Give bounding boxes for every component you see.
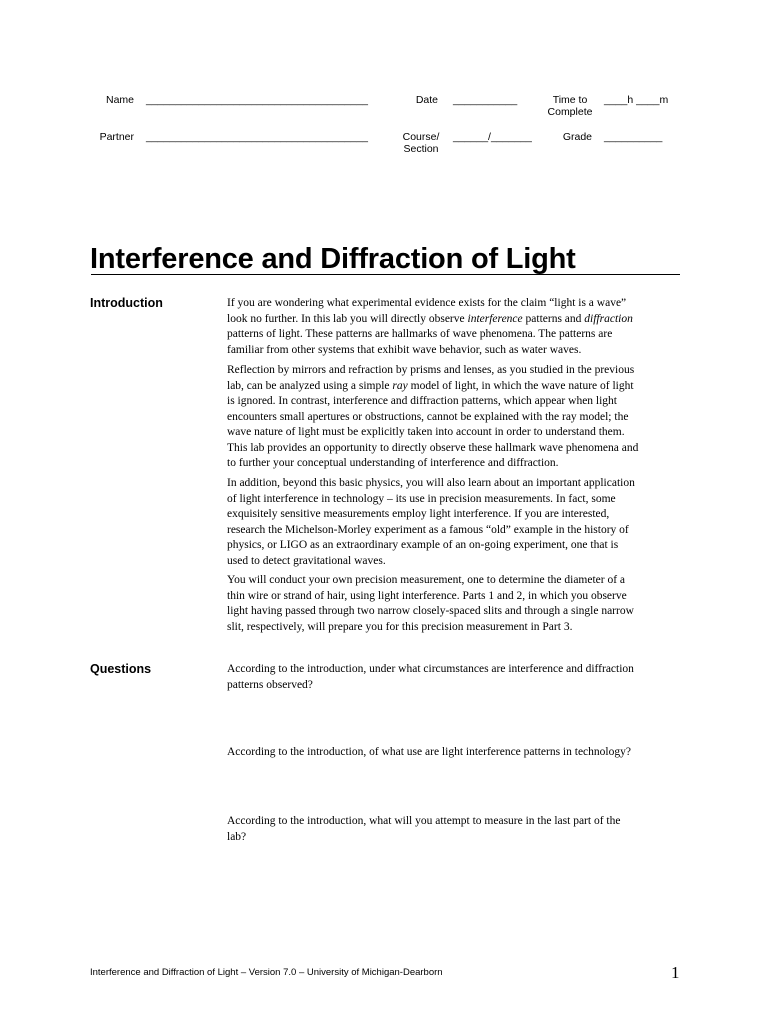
intro-p3-line: used to detect gravitational waves. — [227, 554, 386, 567]
intro-p2-line: wave nature of light must be explicitly taken into account in order to understand them. — [227, 426, 625, 438]
partner-label: Partner — [99, 131, 134, 143]
intro-p3-line: research the Michelson-Morley experiment as a famous “old” example in the history of — [227, 523, 629, 536]
grade-field[interactable]: __________ — [604, 131, 663, 143]
intro-p3-line: physics, or LIGO as an extraordinary example of an on-going experiment, one that is — [227, 539, 619, 551]
intro-p1-line: If you are wondering what experimental evidence exists for the claim “light is a wave” — [227, 297, 627, 309]
intro-p3-line: of light interference in technology – its use in precision measurements. In fact, some — [227, 492, 616, 505]
question-2-line: According to the introduction, of what use are light interference patterns in technology? — [227, 746, 631, 758]
course-label-line2: Section — [403, 143, 439, 155]
intro-p2-line: This lab provides an opportunity to directly observe these hallmark wave phenomena and — [227, 441, 639, 454]
footer-text: Interference and Diffraction of Light – Version 7.0 – University of Michigan-Dearborn — [90, 967, 443, 978]
question-3-line: lab? — [227, 830, 247, 843]
course-field[interactable]: ______/_______ — [453, 131, 532, 143]
intro-paragraph-1 — [227, 296, 682, 358]
intro-p4-line: light having passed through two narrow closely-spaced slits and through a single narrow — [227, 605, 634, 617]
date-label: Date — [415, 94, 438, 106]
question-3-line: According to the introduction, what will you attempt to measure in the last part of the — [227, 815, 621, 827]
time-label-line1: Time to — [552, 94, 588, 106]
intro-p3-line: In addition, beyond this basic physics, you will also learn about an important application — [227, 477, 635, 489]
page-title: Interference and Diffraction of Light — [90, 243, 576, 275]
time-field[interactable]: ____h ____m — [604, 94, 669, 106]
question-2 — [227, 745, 682, 761]
intro-p2-line: is ignored. In contrast, interference and diffraction patterns, which appear when light — [227, 395, 618, 407]
intro-paragraph-4 — [227, 573, 682, 635]
name-label: Name — [105, 94, 134, 106]
question-1-line: According to the introduction, under what circumstances are interference and diffraction — [227, 663, 634, 675]
time-label-line2: Complete — [547, 106, 593, 118]
intro-p2-line: to further your conceptual understanding of interference and diffraction. — [227, 457, 559, 469]
name-field[interactable]: ______________________________________ — [146, 94, 368, 106]
intro-p1-line: look no further. In this lab you will directly observe interference patterns and diffraction — [227, 312, 633, 325]
intro-p3-line: exquisitely sensitive measurements employ light interference. If you are interested, — [227, 508, 610, 520]
intro-p4-line: You will conduct your own precision measurement, one to determine the diameter of a — [227, 574, 626, 586]
intro-p2-line: Reflection by mirrors and refraction by prisms and lenses, as you studied in the previous — [227, 364, 635, 376]
intro-p2-line: encounters small apertures or obstructions, cannot be explained with the ray model; the — [227, 410, 629, 423]
course-label-line1: Course/ — [402, 131, 440, 143]
question-3 — [227, 814, 682, 845]
date-field[interactable]: ___________ — [453, 94, 518, 106]
title-underline — [91, 274, 680, 275]
intro-p2-line: lab, can be analyzed using a simple ray model of light, in which the wave nature of light — [227, 379, 634, 392]
intro-p4-line: slit, respectively, will prepare you for this precision measurement in Part 3. — [227, 620, 573, 633]
partner-field[interactable]: ______________________________________ — [146, 131, 368, 143]
grade-label: Grade — [562, 131, 592, 143]
intro-paragraph-2 — [227, 363, 682, 472]
intro-paragraph-3 — [227, 476, 682, 569]
question-1 — [227, 662, 682, 693]
question-1-line: patterns observed? — [227, 678, 313, 691]
introduction-heading: Introduction — [90, 296, 163, 310]
intro-p1-line: patterns of light. These patterns are hallmarks of wave phenomena. The patterns are — [227, 328, 613, 340]
questions-heading: Questions — [90, 662, 152, 676]
intro-p1-line: familiar from other systems that exhibit wave behavior, such as water waves. — [227, 343, 582, 356]
intro-p4-line: thin wire or strand of hair, using light interference. Parts 1 and 2, in which you observe — [227, 589, 627, 602]
page-number: 1 — [671, 963, 680, 982]
